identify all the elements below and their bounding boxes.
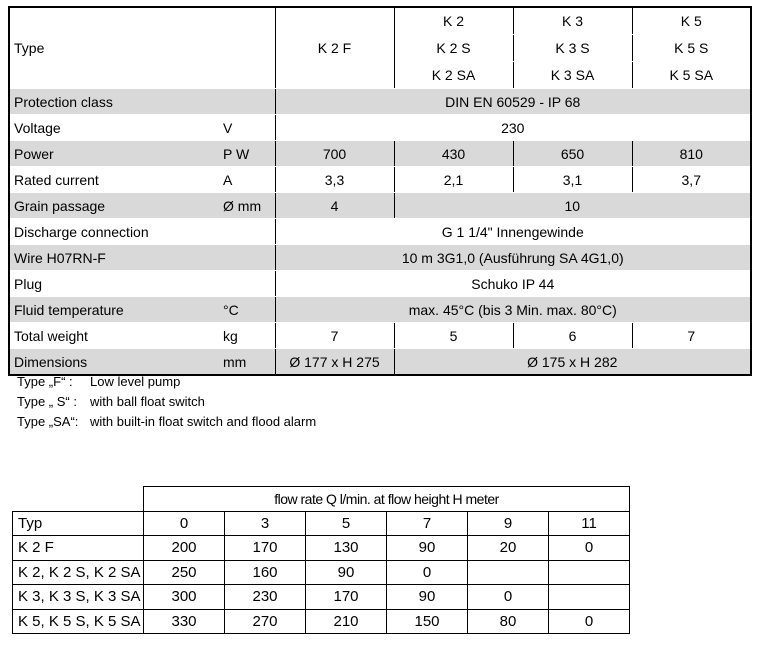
row-unit: Ø mm bbox=[219, 193, 275, 219]
row-unit bbox=[219, 271, 275, 297]
flow-row bbox=[13, 609, 630, 634]
row-value: 230 bbox=[275, 115, 751, 141]
row-value: 810 bbox=[632, 141, 751, 167]
flow-value: 200 bbox=[144, 536, 225, 561]
flow-value: 250 bbox=[144, 560, 225, 585]
row-label: Wire H07RN-F bbox=[9, 245, 219, 271]
flow-value: 90 bbox=[387, 585, 468, 610]
flow-rate-table bbox=[12, 486, 630, 634]
row-value: 430 bbox=[394, 141, 513, 167]
flow-row-type: K 2, K 2 S, K 2 SA bbox=[13, 560, 144, 585]
header-k2-line2: K 2 S bbox=[394, 35, 513, 62]
flow-value: 0 bbox=[549, 536, 630, 561]
row-value: Schuko IP 44 bbox=[275, 271, 751, 297]
row-value: G 1 1/4" Innengewinde bbox=[275, 219, 751, 245]
flow-value: 0 bbox=[468, 585, 549, 610]
row-label: Total weight bbox=[9, 323, 219, 349]
flow-value: 20 bbox=[468, 536, 549, 561]
header-k5-line3: K 5 SA bbox=[632, 62, 751, 89]
flow-height: 7 bbox=[387, 511, 468, 536]
row-label: Discharge connection bbox=[9, 219, 219, 245]
row-unit: mm bbox=[219, 349, 275, 376]
header-k5-line1: K 5 bbox=[632, 7, 751, 35]
flow-value bbox=[468, 560, 549, 585]
row-rated-current bbox=[9, 167, 751, 193]
flow-value: 270 bbox=[225, 609, 306, 634]
flow-row-type: K 3, K 3 S, K 3 SA bbox=[13, 585, 144, 610]
row-unit: A bbox=[219, 167, 275, 193]
flow-caption-row bbox=[13, 487, 630, 512]
flow-caption: flow rate Q l/min. at flow height H meter bbox=[144, 487, 630, 512]
row-unit: P W bbox=[219, 141, 275, 167]
header-k2f: K 2 F bbox=[275, 7, 394, 89]
note-key: Type „ S“ : bbox=[17, 394, 77, 409]
flow-value: 90 bbox=[387, 536, 468, 561]
row-unit bbox=[219, 245, 275, 271]
flow-value: 90 bbox=[306, 560, 387, 585]
specs-header-row-1 bbox=[9, 7, 751, 35]
specs-table bbox=[8, 6, 752, 376]
row-value: 7 bbox=[632, 323, 751, 349]
row-value: 4 bbox=[275, 193, 394, 219]
row-value: 10 bbox=[394, 193, 751, 219]
flow-value bbox=[549, 560, 630, 585]
row-label: Rated current bbox=[9, 167, 219, 193]
row-label: Voltage bbox=[9, 115, 219, 141]
header-type-label: Type bbox=[9, 7, 219, 89]
flow-value: 230 bbox=[225, 585, 306, 610]
header-k2-line3: K 2 SA bbox=[394, 62, 513, 89]
row-value: 700 bbox=[275, 141, 394, 167]
flow-row bbox=[13, 560, 630, 585]
flow-value: 80 bbox=[468, 609, 549, 634]
row-label: Power bbox=[9, 141, 219, 167]
row-power bbox=[9, 141, 751, 167]
row-value: 7 bbox=[275, 323, 394, 349]
flow-value: 170 bbox=[225, 536, 306, 561]
row-value: 2,1 bbox=[394, 167, 513, 193]
row-unit: °C bbox=[219, 297, 275, 323]
flow-row bbox=[13, 536, 630, 561]
flow-value: 0 bbox=[549, 609, 630, 634]
row-wire bbox=[9, 245, 751, 271]
note-item bbox=[17, 372, 316, 392]
header-k3-line1: K 3 bbox=[513, 7, 632, 35]
row-discharge-connection bbox=[9, 219, 751, 245]
row-label: Plug bbox=[9, 271, 219, 297]
row-value: Ø 177 x H 275 bbox=[275, 349, 394, 376]
flow-height: 9 bbox=[468, 511, 549, 536]
row-label: Protection class bbox=[9, 89, 219, 115]
row-voltage bbox=[9, 115, 751, 141]
flow-height: 11 bbox=[549, 511, 630, 536]
row-value: 3,7 bbox=[632, 167, 751, 193]
flow-value: 160 bbox=[225, 560, 306, 585]
row-value: 5 bbox=[394, 323, 513, 349]
note-text: with built-in float switch and flood alarm bbox=[90, 414, 317, 429]
note-text: Low level pump bbox=[90, 374, 181, 389]
row-unit: V bbox=[219, 115, 275, 141]
flow-height: 5 bbox=[306, 511, 387, 536]
header-k5-line2: K 5 S bbox=[632, 35, 751, 62]
row-value: 3,3 bbox=[275, 167, 394, 193]
flow-value: 170 bbox=[306, 585, 387, 610]
row-value: max. 45°C (bis 3 Min. max. 80°C) bbox=[275, 297, 751, 323]
row-unit bbox=[219, 219, 275, 245]
row-unit bbox=[219, 89, 275, 115]
flow-value bbox=[549, 585, 630, 610]
flow-height: 3 bbox=[225, 511, 306, 536]
row-value: DIN EN 60529 - IP 68 bbox=[275, 89, 751, 115]
flow-height: 0 bbox=[144, 511, 225, 536]
flow-row bbox=[13, 585, 630, 610]
row-value: Ø 175 x H 282 bbox=[394, 349, 751, 376]
row-protection-class bbox=[9, 89, 751, 115]
row-unit: kg bbox=[219, 323, 275, 349]
row-plug bbox=[9, 271, 751, 297]
flow-value: 130 bbox=[306, 536, 387, 561]
flow-value: 150 bbox=[387, 609, 468, 634]
flow-value: 210 bbox=[306, 609, 387, 634]
row-label: Dimensions bbox=[9, 349, 219, 376]
flow-header-label: Typ bbox=[13, 511, 144, 536]
note-text: with ball float switch bbox=[90, 394, 205, 409]
header-k3-line2: K 3 S bbox=[513, 35, 632, 62]
note-item bbox=[17, 392, 316, 412]
row-label: Fluid temperature bbox=[9, 297, 219, 323]
row-value: 3,1 bbox=[513, 167, 632, 193]
note-item bbox=[17, 412, 316, 432]
row-value: 10 m 3G1,0 (Ausführung SA 4G1,0) bbox=[275, 245, 751, 271]
type-notes bbox=[17, 372, 316, 432]
header-k3-line3: K 3 SA bbox=[513, 62, 632, 89]
row-value: 650 bbox=[513, 141, 632, 167]
note-key: Type „F“ : bbox=[17, 374, 73, 389]
row-label: Grain passage bbox=[9, 193, 219, 219]
flow-row-type: K 5, K 5 S, K 5 SA bbox=[13, 609, 144, 634]
row-total-weight bbox=[9, 323, 751, 349]
note-key: Type „SA“: bbox=[17, 414, 79, 429]
header-k2-line1: K 2 bbox=[394, 7, 513, 35]
row-fluid-temperature bbox=[9, 297, 751, 323]
flow-value: 0 bbox=[387, 560, 468, 585]
flow-row-type: K 2 F bbox=[13, 536, 144, 561]
row-value: 6 bbox=[513, 323, 632, 349]
flow-value: 300 bbox=[144, 585, 225, 610]
flow-header-row bbox=[13, 511, 630, 536]
flow-value: 330 bbox=[144, 609, 225, 634]
row-grain-passage bbox=[9, 193, 751, 219]
